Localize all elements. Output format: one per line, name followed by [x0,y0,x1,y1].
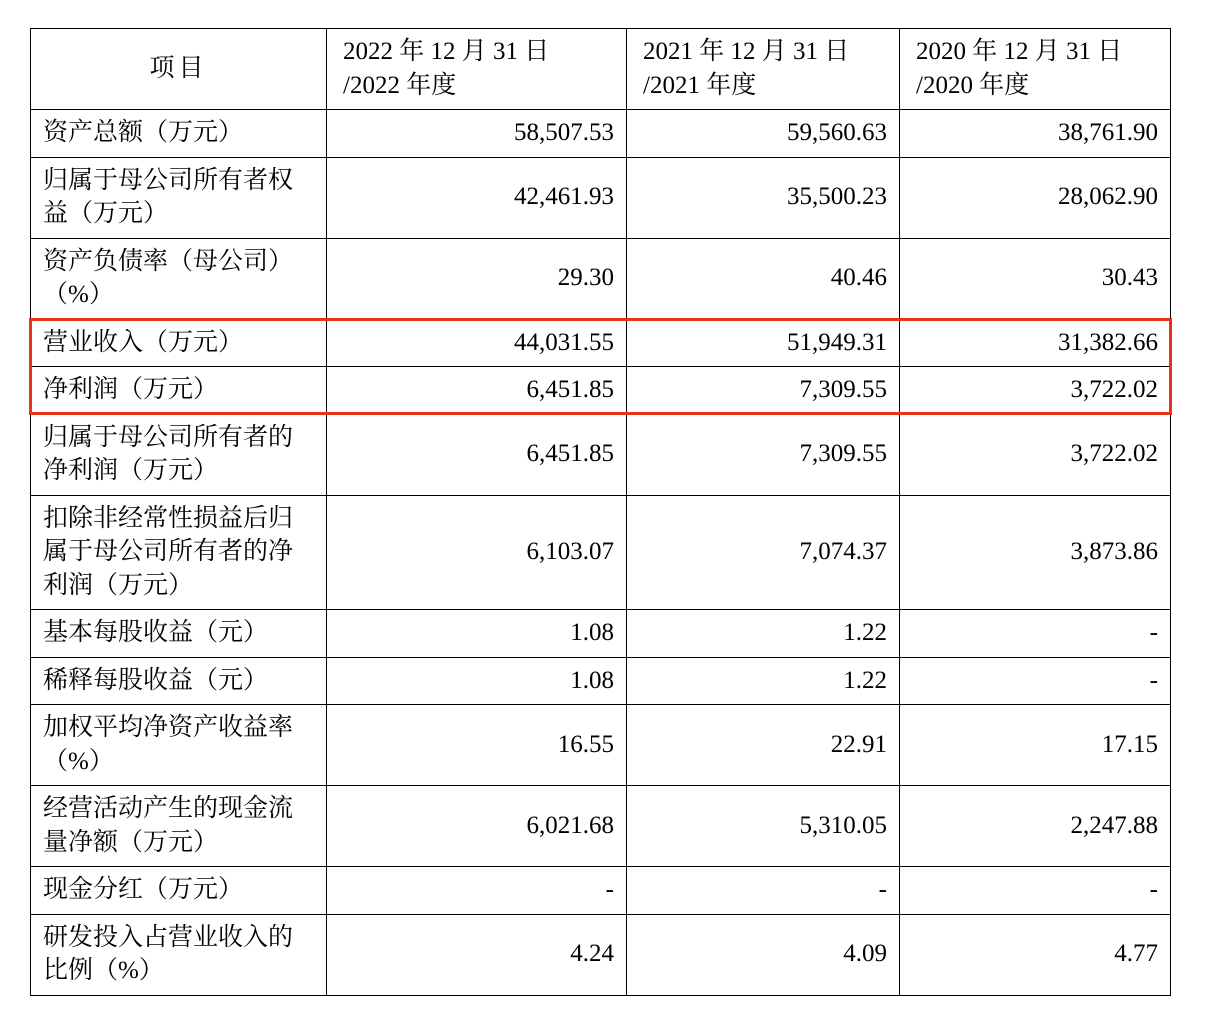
row-value-2022: 29.30 [327,238,627,319]
column-header-2021-line2: /2021 年度 [643,71,757,99]
row-value-2021: 40.46 [627,238,900,319]
row-value-2020: 4.77 [900,914,1171,995]
row-label: 归属于母公司所有者的净利润（万元） [31,414,327,495]
table-header [31,29,1171,110]
row-label: 稀释每股收益（元） [31,657,327,705]
table-row [31,495,1171,610]
row-value-2021: 35,500.23 [627,157,900,238]
row-value-2021: 4.09 [627,914,900,995]
row-value-2022: 4.24 [327,914,627,995]
table-row [31,705,1171,786]
table-row [31,610,1171,658]
row-value-2021: 7,309.55 [627,367,900,415]
row-value-2020: 28,062.90 [900,157,1171,238]
table-header-row [31,29,1171,110]
row-label: 研发投入占营业收入的比例（%） [31,914,327,995]
table-row-highlighted [31,319,1171,367]
table-row [31,867,1171,915]
row-value-2020: 2,247.88 [900,786,1171,867]
row-value-2021: 7,309.55 [627,414,900,495]
table-row [31,238,1171,319]
row-label: 资产总额（万元） [31,110,327,158]
row-value-2021: 1.22 [627,657,900,705]
row-value-2020: 30.43 [900,238,1171,319]
financial-summary-table [30,28,1171,996]
row-value-2022: 6,021.68 [327,786,627,867]
row-value-2020: 31,382.66 [900,319,1171,367]
row-value-2022: 1.08 [327,610,627,658]
column-header-2020-line1: 2020 年 12 月 31 日 [916,38,1123,65]
table-row [31,657,1171,705]
row-label: 扣除非经常性损益后归属于母公司所有者的净利润（万元） [31,495,327,610]
row-value-2020: 17.15 [900,705,1171,786]
row-value-2021: - [627,867,900,915]
row-value-2021: 51,949.31 [627,319,900,367]
table-row [31,414,1171,495]
row-label: 加权平均净资产收益率（%） [31,705,327,786]
row-label: 基本每股收益（元） [31,610,327,658]
row-value-2021: 59,560.63 [627,110,900,158]
row-value-2020: - [900,657,1171,705]
row-value-2022: 58,507.53 [327,110,627,158]
row-label: 现金分红（万元） [31,867,327,915]
row-value-2022: - [327,867,627,915]
column-header-2020-line2: /2020 年度 [916,71,1030,99]
row-value-2020: - [900,610,1171,658]
row-value-2021: 5,310.05 [627,786,900,867]
row-label: 资产负债率（母公司）（%） [31,238,327,319]
column-header-2020 [900,29,1171,110]
row-value-2022: 42,461.93 [327,157,627,238]
column-header-2022 [327,29,627,110]
row-label: 经营活动产生的现金流量净额（万元） [31,786,327,867]
table-row [31,110,1171,158]
column-header-2021-line1: 2021 年 12 月 31 日 [643,38,850,65]
column-header-2021 [627,29,900,110]
row-value-2022: 6,103.07 [327,495,627,610]
row-value-2020: 3,722.02 [900,414,1171,495]
table-row [31,786,1171,867]
row-value-2022: 1.08 [327,657,627,705]
table-row-highlighted [31,367,1171,415]
table-row [31,157,1171,238]
row-value-2022: 44,031.55 [327,319,627,367]
row-value-2021: 22.91 [627,705,900,786]
row-value-2020: - [900,867,1171,915]
column-header-item [31,29,327,110]
row-label: 归属于母公司所有者权益（万元） [31,157,327,238]
row-value-2020: 3,873.86 [900,495,1171,610]
row-value-2020: 3,722.02 [900,367,1171,415]
row-label: 营业收入（万元） [31,319,327,367]
row-value-2020: 38,761.90 [900,110,1171,158]
column-header-2022-line2: /2022 年度 [343,71,457,99]
row-value-2022: 6,451.85 [327,367,627,415]
table-row [31,914,1171,995]
column-header-2022-line1: 2022 年 12 月 31 日 [343,38,550,65]
row-label: 净利润（万元） [31,367,327,415]
row-value-2021: 1.22 [627,610,900,658]
table-body [31,110,1171,996]
column-header-item-text: 项目 [149,54,208,82]
row-value-2021: 7,074.37 [627,495,900,610]
row-value-2022: 6,451.85 [327,414,627,495]
row-value-2022: 16.55 [327,705,627,786]
